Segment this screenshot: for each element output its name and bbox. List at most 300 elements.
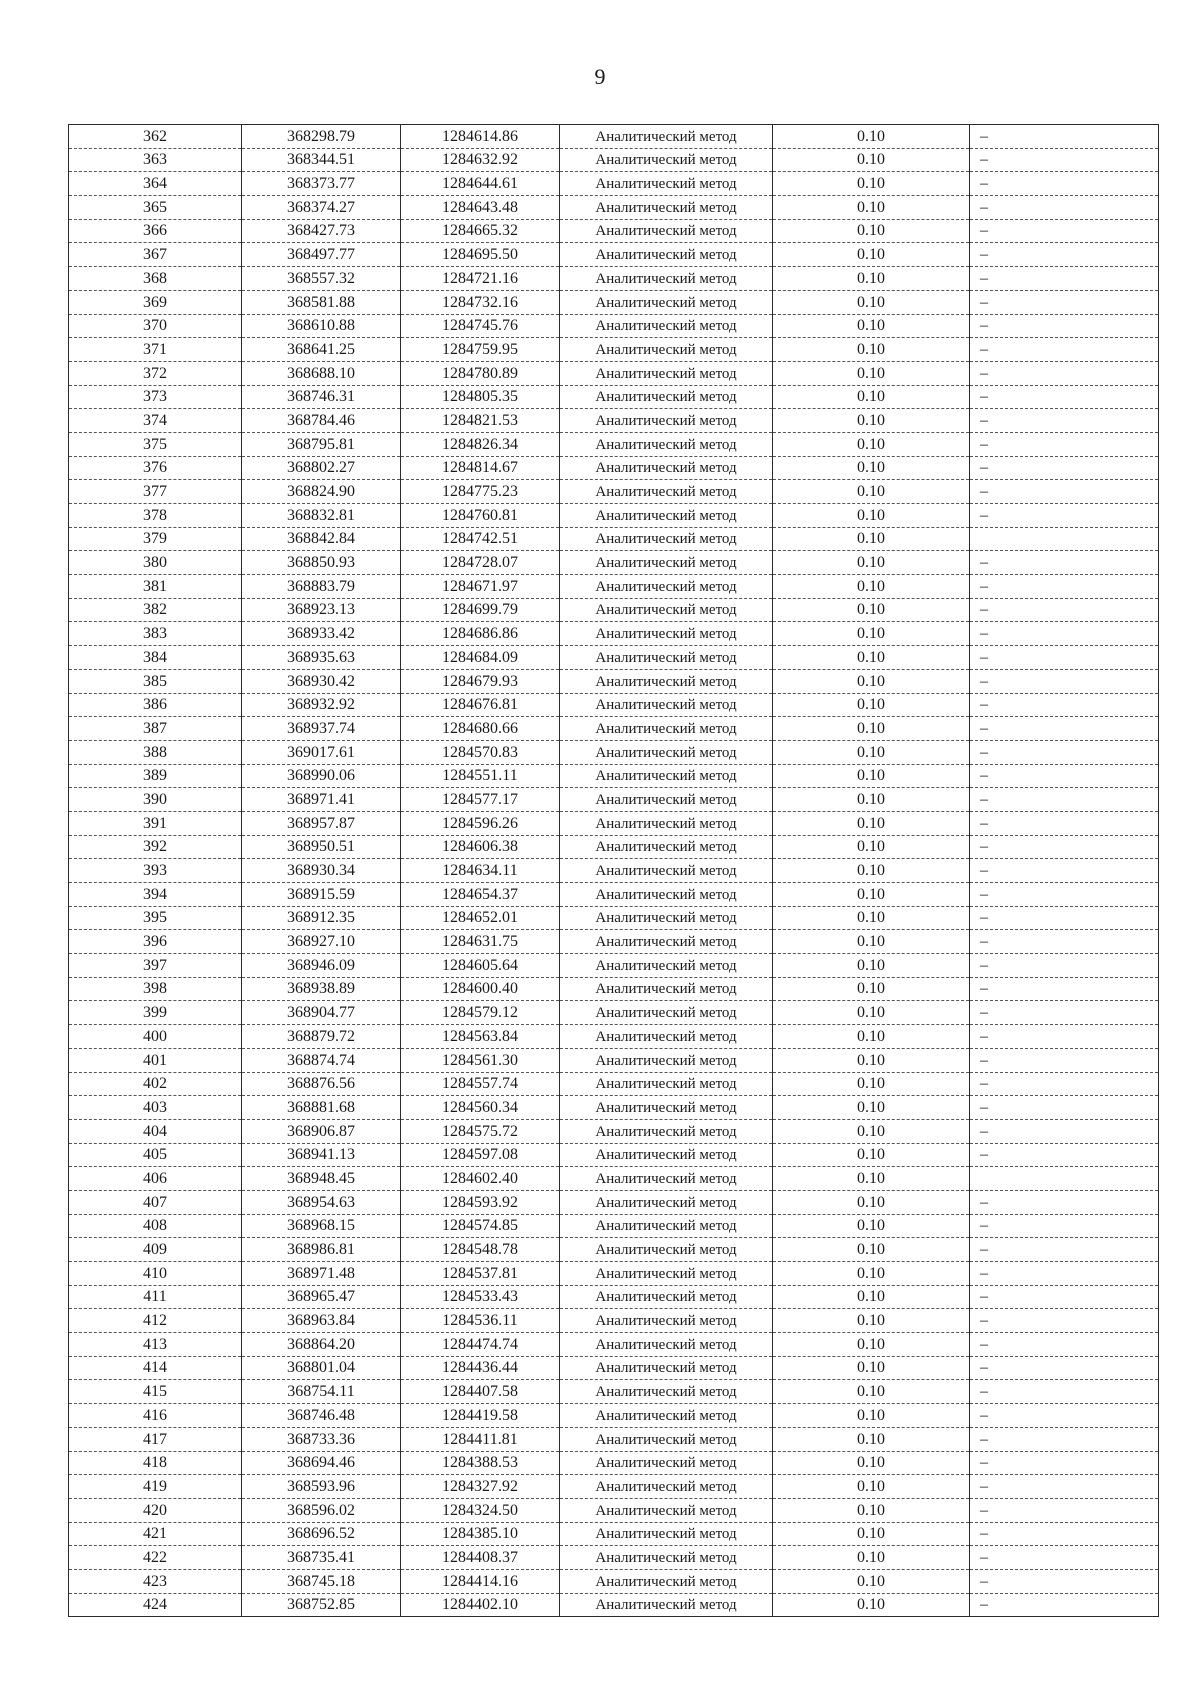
y-coordinate-cell: 1284671.97: [401, 575, 560, 599]
description-cell: –: [970, 1025, 1159, 1049]
method-cell: Аналитический метод: [560, 859, 773, 883]
precision-cell: 0.10: [773, 290, 970, 314]
table-row: [69, 290, 1159, 314]
method-cell: Аналитический метод: [560, 1451, 773, 1475]
y-coordinate-cell: 1284684.09: [401, 646, 560, 670]
x-coordinate-cell: 368754.11: [242, 1380, 401, 1404]
table-row: [69, 219, 1159, 243]
method-cell: Аналитический метод: [560, 1569, 773, 1593]
y-coordinate-cell: 1284676.81: [401, 693, 560, 717]
method-cell: Аналитический метод: [560, 788, 773, 812]
x-coordinate-cell: 368876.56: [242, 1072, 401, 1096]
point-number-cell: 415: [69, 1380, 242, 1404]
precision-cell: 0.10: [773, 1214, 970, 1238]
description-cell: –: [970, 1072, 1159, 1096]
table-row: [69, 1522, 1159, 1546]
x-coordinate-cell: 368298.79: [242, 125, 401, 149]
method-cell: Аналитический метод: [560, 977, 773, 1001]
table-row: [69, 1214, 1159, 1238]
y-coordinate-cell: 1284805.35: [401, 385, 560, 409]
y-coordinate-cell: 1284407.58: [401, 1380, 560, 1404]
method-cell: Аналитический метод: [560, 1593, 773, 1617]
x-coordinate-cell: 368373.77: [242, 172, 401, 196]
point-number-cell: 368: [69, 267, 242, 291]
description-cell: –: [970, 219, 1159, 243]
precision-cell: 0.10: [773, 693, 970, 717]
precision-cell: 0.10: [773, 1096, 970, 1120]
method-cell: Аналитический метод: [560, 1143, 773, 1167]
description-cell: –: [970, 1096, 1159, 1120]
x-coordinate-cell: 368927.10: [242, 930, 401, 954]
point-number-cell: 419: [69, 1475, 242, 1499]
method-cell: Аналитический метод: [560, 693, 773, 717]
table-row: [69, 930, 1159, 954]
x-coordinate-cell: 368752.85: [242, 1593, 401, 1617]
description-cell: –: [970, 385, 1159, 409]
table-row: [69, 1262, 1159, 1286]
description-cell: –: [970, 1333, 1159, 1357]
table-row: [69, 1356, 1159, 1380]
description-cell: –: [970, 1143, 1159, 1167]
point-number-cell: 389: [69, 764, 242, 788]
method-cell: Аналитический метод: [560, 1309, 773, 1333]
point-number-cell: 383: [69, 622, 242, 646]
method-cell: Аналитический метод: [560, 835, 773, 859]
y-coordinate-cell: 1284597.08: [401, 1143, 560, 1167]
description-cell: –: [970, 740, 1159, 764]
y-coordinate-cell: 1284614.86: [401, 125, 560, 149]
table-row: [69, 954, 1159, 978]
method-cell: Аналитический метод: [560, 717, 773, 741]
x-coordinate-cell: 368610.88: [242, 314, 401, 338]
precision-cell: 0.10: [773, 551, 970, 575]
x-coordinate-cell: 368986.81: [242, 1238, 401, 1262]
point-number-cell: 380: [69, 551, 242, 575]
method-cell: Аналитический метод: [560, 551, 773, 575]
table-row: [69, 125, 1159, 149]
method-cell: Аналитический метод: [560, 385, 773, 409]
description-cell: –: [970, 196, 1159, 220]
precision-cell: 0.10: [773, 456, 970, 480]
precision-cell: 0.10: [773, 835, 970, 859]
point-number-cell: 362: [69, 125, 242, 149]
table-row: [69, 480, 1159, 504]
y-coordinate-cell: 1284388.53: [401, 1451, 560, 1475]
point-number-cell: 406: [69, 1167, 242, 1191]
method-cell: Аналитический метод: [560, 1404, 773, 1428]
y-coordinate-cell: 1284533.43: [401, 1285, 560, 1309]
point-number-cell: 395: [69, 906, 242, 930]
method-cell: Аналитический метод: [560, 1522, 773, 1546]
y-coordinate-cell: 1284721.16: [401, 267, 560, 291]
x-coordinate-cell: 368596.02: [242, 1498, 401, 1522]
table-row: [69, 693, 1159, 717]
table-row: [69, 1593, 1159, 1617]
precision-cell: 0.10: [773, 598, 970, 622]
description-cell: –: [970, 977, 1159, 1001]
point-number-cell: 398: [69, 977, 242, 1001]
method-cell: Аналитический метод: [560, 267, 773, 291]
point-number-cell: 417: [69, 1427, 242, 1451]
method-cell: Аналитический метод: [560, 1167, 773, 1191]
point-number-cell: 396: [69, 930, 242, 954]
coordinates-table-body: [69, 125, 1159, 1617]
y-coordinate-cell: 1284632.92: [401, 148, 560, 172]
method-cell: Аналитический метод: [560, 930, 773, 954]
precision-cell: 0.10: [773, 646, 970, 670]
description-cell: –: [970, 1214, 1159, 1238]
precision-cell: 0.10: [773, 1593, 970, 1617]
point-number-cell: 382: [69, 598, 242, 622]
description-cell: –: [970, 148, 1159, 172]
description-cell: –: [970, 1569, 1159, 1593]
point-number-cell: 408: [69, 1214, 242, 1238]
precision-cell: 0.10: [773, 1262, 970, 1286]
point-number-cell: 387: [69, 717, 242, 741]
description-cell: –: [970, 1498, 1159, 1522]
precision-cell: 0.10: [773, 1025, 970, 1049]
precision-cell: 0.10: [773, 788, 970, 812]
x-coordinate-cell: 368874.74: [242, 1048, 401, 1072]
x-coordinate-cell: 368938.89: [242, 977, 401, 1001]
precision-cell: 0.10: [773, 669, 970, 693]
method-cell: Аналитический метод: [560, 1285, 773, 1309]
precision-cell: 0.10: [773, 1238, 970, 1262]
y-coordinate-cell: 1284643.48: [401, 196, 560, 220]
point-number-cell: 392: [69, 835, 242, 859]
point-number-cell: 371: [69, 338, 242, 362]
description-cell: –: [970, 646, 1159, 670]
precision-cell: 0.10: [773, 314, 970, 338]
y-coordinate-cell: 1284634.11: [401, 859, 560, 883]
description-cell: –: [970, 1380, 1159, 1404]
precision-cell: 0.10: [773, 504, 970, 528]
y-coordinate-cell: 1284644.61: [401, 172, 560, 196]
point-number-cell: 385: [69, 669, 242, 693]
y-coordinate-cell: 1284596.26: [401, 811, 560, 835]
description-cell: –: [970, 717, 1159, 741]
y-coordinate-cell: 1284780.89: [401, 361, 560, 385]
method-cell: Аналитический метод: [560, 456, 773, 480]
point-number-cell: 418: [69, 1451, 242, 1475]
point-number-cell: 413: [69, 1333, 242, 1357]
description-cell: –: [970, 1190, 1159, 1214]
x-coordinate-cell: 368427.73: [242, 219, 401, 243]
precision-cell: 0.10: [773, 361, 970, 385]
method-cell: Аналитический метод: [560, 527, 773, 551]
page-number: 9: [594, 64, 606, 89]
x-coordinate-cell: 368881.68: [242, 1096, 401, 1120]
x-coordinate-cell: 368557.32: [242, 267, 401, 291]
y-coordinate-cell: 1284414.16: [401, 1569, 560, 1593]
precision-cell: 0.10: [773, 740, 970, 764]
precision-cell: 0.10: [773, 859, 970, 883]
precision-cell: 0.10: [773, 954, 970, 978]
description-cell: –: [970, 883, 1159, 907]
precision-cell: 0.10: [773, 267, 970, 291]
description-cell: –: [970, 764, 1159, 788]
table-row: [69, 267, 1159, 291]
description-cell: [970, 527, 1159, 551]
method-cell: Аналитический метод: [560, 361, 773, 385]
point-number-cell: 384: [69, 646, 242, 670]
x-coordinate-cell: 368801.04: [242, 1356, 401, 1380]
table-row: [69, 196, 1159, 220]
x-coordinate-cell: 368950.51: [242, 835, 401, 859]
description-cell: –: [970, 432, 1159, 456]
y-coordinate-cell: 1284548.78: [401, 1238, 560, 1262]
table-row: [69, 504, 1159, 528]
precision-cell: 0.10: [773, 883, 970, 907]
method-cell: Аналитический метод: [560, 1214, 773, 1238]
y-coordinate-cell: 1284742.51: [401, 527, 560, 551]
y-coordinate-cell: 1284631.75: [401, 930, 560, 954]
description-cell: –: [970, 811, 1159, 835]
precision-cell: 0.10: [773, 1569, 970, 1593]
precision-cell: 0.10: [773, 1546, 970, 1570]
method-cell: Аналитический метод: [560, 740, 773, 764]
point-number-cell: 394: [69, 883, 242, 907]
description-cell: –: [970, 930, 1159, 954]
method-cell: Аналитический метод: [560, 575, 773, 599]
point-number-cell: 397: [69, 954, 242, 978]
table-row: [69, 1025, 1159, 1049]
point-number-cell: 376: [69, 456, 242, 480]
x-coordinate-cell: 368842.84: [242, 527, 401, 551]
y-coordinate-cell: 1284474.74: [401, 1333, 560, 1357]
x-coordinate-cell: 368990.06: [242, 764, 401, 788]
y-coordinate-cell: 1284563.84: [401, 1025, 560, 1049]
x-coordinate-cell: 368923.13: [242, 598, 401, 622]
table-row: [69, 1001, 1159, 1025]
precision-cell: 0.10: [773, 338, 970, 362]
point-number-cell: 400: [69, 1025, 242, 1049]
description-cell: –: [970, 1593, 1159, 1617]
method-cell: Аналитический метод: [560, 1190, 773, 1214]
description-cell: –: [970, 1048, 1159, 1072]
coordinates-table: [68, 124, 1159, 1617]
table-row: [69, 551, 1159, 575]
method-cell: Аналитический метод: [560, 1025, 773, 1049]
x-coordinate-cell: 368912.35: [242, 906, 401, 930]
x-coordinate-cell: 368965.47: [242, 1285, 401, 1309]
y-coordinate-cell: 1284551.11: [401, 764, 560, 788]
table-row: [69, 977, 1159, 1001]
description-cell: –: [970, 859, 1159, 883]
y-coordinate-cell: 1284557.74: [401, 1072, 560, 1096]
x-coordinate-cell: 368948.45: [242, 1167, 401, 1191]
point-number-cell: 416: [69, 1404, 242, 1428]
description-cell: –: [970, 409, 1159, 433]
x-coordinate-cell: 368935.63: [242, 646, 401, 670]
point-number-cell: 424: [69, 1593, 242, 1617]
table-row: [69, 361, 1159, 385]
table-row: [69, 1096, 1159, 1120]
x-coordinate-cell: 368344.51: [242, 148, 401, 172]
y-coordinate-cell: 1284695.50: [401, 243, 560, 267]
table-row: [69, 1451, 1159, 1475]
description-cell: –: [970, 1285, 1159, 1309]
description-cell: –: [970, 338, 1159, 362]
precision-cell: 0.10: [773, 1001, 970, 1025]
precision-cell: 0.10: [773, 622, 970, 646]
method-cell: Аналитический метод: [560, 811, 773, 835]
x-coordinate-cell: 368497.77: [242, 243, 401, 267]
method-cell: Аналитический метод: [560, 196, 773, 220]
description-cell: –: [970, 1001, 1159, 1025]
precision-cell: 0.10: [773, 1475, 970, 1499]
x-coordinate-cell: 368784.46: [242, 409, 401, 433]
point-number-cell: 407: [69, 1190, 242, 1214]
point-number-cell: 422: [69, 1546, 242, 1570]
precision-cell: 0.10: [773, 1522, 970, 1546]
table-row: [69, 1475, 1159, 1499]
point-number-cell: 367: [69, 243, 242, 267]
x-coordinate-cell: 368883.79: [242, 575, 401, 599]
method-cell: Аналитический метод: [560, 1356, 773, 1380]
precision-cell: 0.10: [773, 575, 970, 599]
y-coordinate-cell: 1284408.37: [401, 1546, 560, 1570]
x-coordinate-cell: 368904.77: [242, 1001, 401, 1025]
y-coordinate-cell: 1284665.32: [401, 219, 560, 243]
table-row: [69, 1404, 1159, 1428]
description-cell: –: [970, 1404, 1159, 1428]
table-row: [69, 717, 1159, 741]
y-coordinate-cell: 1284570.83: [401, 740, 560, 764]
x-coordinate-cell: 368946.09: [242, 954, 401, 978]
method-cell: Аналитический метод: [560, 1001, 773, 1025]
y-coordinate-cell: 1284536.11: [401, 1309, 560, 1333]
y-coordinate-cell: 1284775.23: [401, 480, 560, 504]
y-coordinate-cell: 1284385.10: [401, 1522, 560, 1546]
point-number-cell: 369: [69, 290, 242, 314]
description-cell: –: [970, 788, 1159, 812]
point-number-cell: 412: [69, 1309, 242, 1333]
method-cell: Аналитический метод: [560, 1380, 773, 1404]
point-number-cell: 414: [69, 1356, 242, 1380]
table-row: [69, 598, 1159, 622]
method-cell: Аналитический метод: [560, 1096, 773, 1120]
description-cell: –: [970, 575, 1159, 599]
point-number-cell: 365: [69, 196, 242, 220]
x-coordinate-cell: 368879.72: [242, 1025, 401, 1049]
precision-cell: 0.10: [773, 243, 970, 267]
method-cell: Аналитический метод: [560, 764, 773, 788]
precision-cell: 0.10: [773, 930, 970, 954]
table-row: [69, 1498, 1159, 1522]
y-coordinate-cell: 1284537.81: [401, 1262, 560, 1286]
description-cell: –: [970, 243, 1159, 267]
table-row: [69, 1380, 1159, 1404]
x-coordinate-cell: 368832.81: [242, 504, 401, 528]
table-row: [69, 172, 1159, 196]
table-row: [69, 883, 1159, 907]
point-number-cell: 410: [69, 1262, 242, 1286]
x-coordinate-cell: 368930.42: [242, 669, 401, 693]
point-number-cell: 409: [69, 1238, 242, 1262]
x-coordinate-cell: 368971.48: [242, 1262, 401, 1286]
y-coordinate-cell: 1284654.37: [401, 883, 560, 907]
point-number-cell: 399: [69, 1001, 242, 1025]
method-cell: Аналитический метод: [560, 598, 773, 622]
x-coordinate-cell: 368971.41: [242, 788, 401, 812]
point-number-cell: 378: [69, 504, 242, 528]
point-number-cell: 381: [69, 575, 242, 599]
precision-cell: 0.10: [773, 172, 970, 196]
x-coordinate-cell: 368802.27: [242, 456, 401, 480]
y-coordinate-cell: 1284577.17: [401, 788, 560, 812]
precision-cell: 0.10: [773, 1380, 970, 1404]
y-coordinate-cell: 1284561.30: [401, 1048, 560, 1072]
method-cell: Аналитический метод: [560, 1333, 773, 1357]
y-coordinate-cell: 1284728.07: [401, 551, 560, 575]
table-row: [69, 385, 1159, 409]
method-cell: Аналитический метод: [560, 125, 773, 149]
method-cell: Аналитический метод: [560, 1238, 773, 1262]
x-coordinate-cell: 368937.74: [242, 717, 401, 741]
point-number-cell: 386: [69, 693, 242, 717]
table-row: [69, 527, 1159, 551]
precision-cell: 0.10: [773, 1498, 970, 1522]
x-coordinate-cell: 368957.87: [242, 811, 401, 835]
description-cell: –: [970, 361, 1159, 385]
y-coordinate-cell: 1284686.86: [401, 622, 560, 646]
x-coordinate-cell: 368581.88: [242, 290, 401, 314]
precision-cell: 0.10: [773, 906, 970, 930]
table-row: [69, 859, 1159, 883]
y-coordinate-cell: 1284324.50: [401, 1498, 560, 1522]
precision-cell: 0.10: [773, 717, 970, 741]
x-coordinate-cell: 368735.41: [242, 1546, 401, 1570]
y-coordinate-cell: 1284560.34: [401, 1096, 560, 1120]
point-number-cell: 405: [69, 1143, 242, 1167]
description-cell: –: [970, 1427, 1159, 1451]
description-cell: –: [970, 906, 1159, 930]
description-cell: –: [970, 1522, 1159, 1546]
x-coordinate-cell: 368933.42: [242, 622, 401, 646]
description-cell: –: [970, 125, 1159, 149]
table-row: [69, 622, 1159, 646]
y-coordinate-cell: 1284679.93: [401, 669, 560, 693]
method-cell: Аналитический метод: [560, 954, 773, 978]
point-number-cell: 393: [69, 859, 242, 883]
table-row: [69, 243, 1159, 267]
table-row: [69, 148, 1159, 172]
y-coordinate-cell: 1284732.16: [401, 290, 560, 314]
x-coordinate-cell: 368906.87: [242, 1119, 401, 1143]
table-row: [69, 575, 1159, 599]
precision-cell: 0.10: [773, 432, 970, 456]
precision-cell: 0.10: [773, 219, 970, 243]
precision-cell: 0.10: [773, 1143, 970, 1167]
x-coordinate-cell: 368746.31: [242, 385, 401, 409]
description-cell: –: [970, 551, 1159, 575]
point-number-cell: 391: [69, 811, 242, 835]
precision-cell: 0.10: [773, 1309, 970, 1333]
table-row: [69, 811, 1159, 835]
table-row: [69, 1285, 1159, 1309]
y-coordinate-cell: 1284826.34: [401, 432, 560, 456]
description-cell: –: [970, 1356, 1159, 1380]
x-coordinate-cell: 368593.96: [242, 1475, 401, 1499]
description-cell: –: [970, 1238, 1159, 1262]
method-cell: Аналитический метод: [560, 480, 773, 504]
point-number-cell: 388: [69, 740, 242, 764]
precision-cell: 0.10: [773, 1333, 970, 1357]
point-number-cell: 375: [69, 432, 242, 456]
table-row: [69, 1048, 1159, 1072]
table-row: [69, 1569, 1159, 1593]
